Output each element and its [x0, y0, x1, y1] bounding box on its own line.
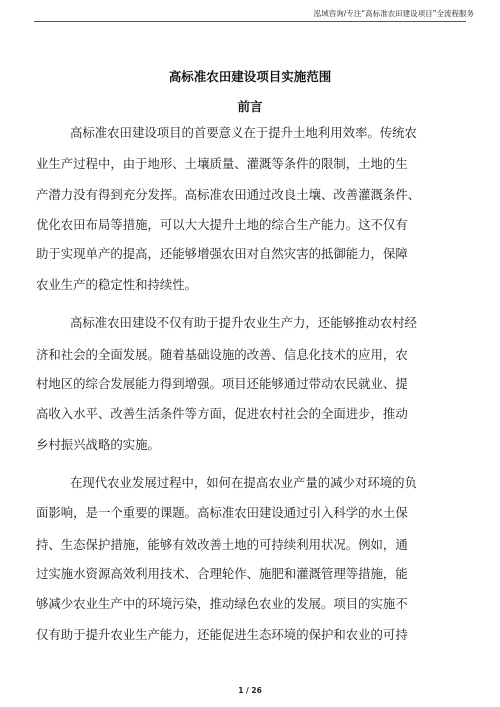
document-title: 高标准农田建设项目实施范围 [168, 69, 332, 84]
paragraph-3-line-2: 面影响，是一个重要的课题。高标准农田建设通过引入科学的水土保 [36, 505, 408, 520]
paragraph-3-line-6: 仅有助于提升农业生产能力，还能促进生态环境的保护和农业的可持 [36, 627, 408, 642]
paragraph-1-line-6: 农业生产的稳定性和持续性。 [36, 277, 198, 292]
paragraph-3-line-1: 在现代农业发展过程中，如何在提高农业产量的减少对环境的负 [70, 475, 417, 490]
paragraph-3-line-5: 够减少农业生产中的环境污染，推动绿色农业的发展。项目的实施不 [36, 596, 408, 611]
section-heading: 前言 [237, 99, 263, 114]
paragraph-1-line-3: 产潜力没有得到充分发挥。高标准农田通过改良土壤、改善灌溉条件、 [36, 187, 421, 202]
page-number: 1 / 26 [238, 686, 262, 695]
paragraph-1-line-2: 业生产过程中，由于地形、土壤质量、灌溉等条件的限制，土地的生 [36, 156, 408, 171]
paragraph-2-line-5: 乡村振兴战略的实施。 [36, 437, 160, 452]
header-divider [34, 21, 466, 22]
page-header-text: 泓域咨询/专注“高标准农田建设项目”全流程服务 [313, 9, 474, 18]
paragraph-2-line-1: 高标准农田建设不仅有助于提升农业生产力，还能够推动农村经 [70, 315, 417, 330]
paragraph-1-line-1: 高标准农田建设项目的首要意义在于提升土地利用效率。传统农 [70, 125, 417, 140]
paragraph-3-line-3: 持、生态保护措施，能够有效改善土地的可持续利用状况。例如，通 [36, 537, 408, 552]
paragraph-1-line-4: 优化农田布局等措施，可以大大提升土地的综合生产能力。这不仅有 [36, 217, 408, 232]
paragraph-2-line-3: 村地区的综合发展能力得到增强。项目还能够通过带动农民就业、提 [36, 376, 408, 391]
paragraph-3-line-4: 过实施水资源高效利用技术、合理轮作、施肥和灌溉管理等措施，能 [36, 566, 408, 581]
paragraph-2-line-4: 高收入水平、改善生活条件等方面，促进农村社会的全面进步，推动 [36, 406, 408, 421]
paragraph-2-line-2: 济和社会的全面发展。随着基础设施的改善、信息化技术的应用，农 [36, 347, 408, 362]
paragraph-1-line-5: 助于实现单产的提高，还能够增强农田对自然灾害的抵御能力，保障 [36, 246, 408, 261]
